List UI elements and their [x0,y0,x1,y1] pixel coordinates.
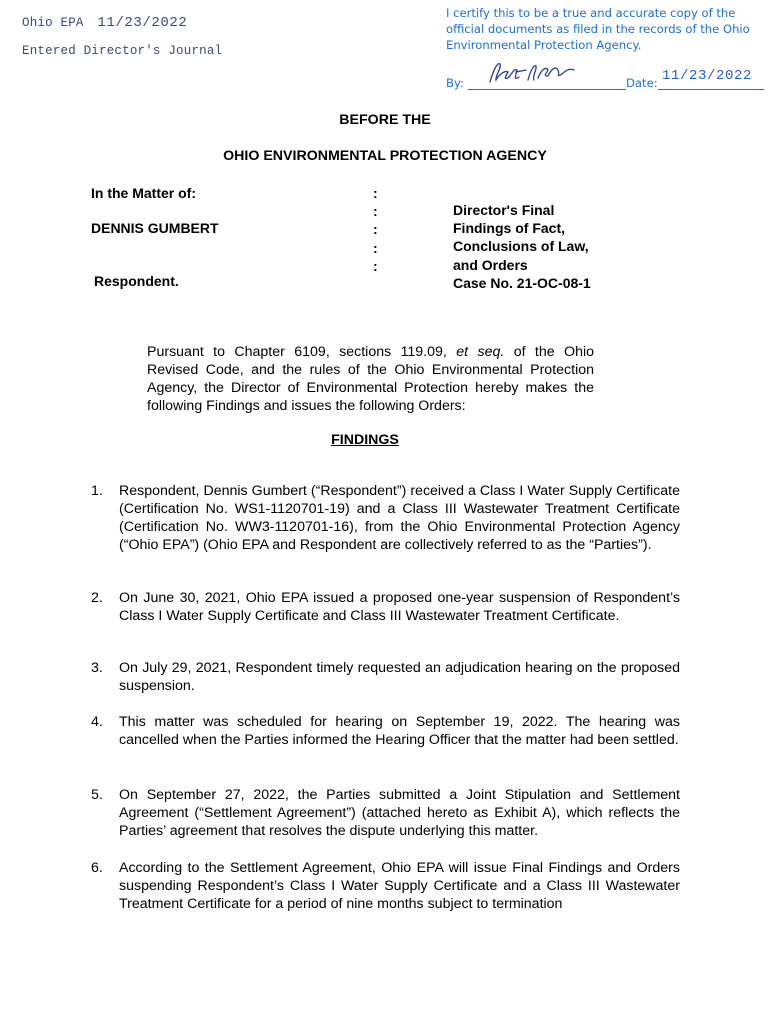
intro-paragraph [147,343,594,415]
certification-line: Environmental Protection Agency. [446,38,642,52]
finding-number: 1. [91,483,103,499]
date-label: Date: [626,76,658,90]
certification-line: I certify this to be a true and accurate copy of the [446,6,736,20]
colon: : [373,257,378,274]
stamp-journal-entry: Entered Director's Journal [22,44,223,58]
intro-italic: et seq. [456,344,505,360]
certification-line: official documents as filed in the records of the Ohio [446,22,750,36]
finding-number: 5. [91,787,103,803]
colon: : [373,203,378,220]
colon: : [373,239,378,256]
finding-number: 3. [91,660,103,676]
finding-item [91,589,680,625]
certified-date: 11/23/2022 [662,68,753,84]
finding-number: 4. [91,714,103,730]
finding-text: Respondent, Dennis Gumbert (“Respondent”) received a Class I Water Supply Certificate (Certification No. WS1-1120701-19) and a Class III Wastewater Treatment Certificate (Certification No. WW3-1120701-16), from the Ohio Environmental Protection Agency (“Ohio EPA”) (Ohio EPA and Respondent are collectively referred to as the “Parties”). [119,483,680,553]
findings-heading: FINDINGS [331,432,399,448]
heading-agency: OHIO ENVIRONMENTAL PROTECTION AGENCY [223,148,547,164]
colon: : [373,185,378,201]
intro-text: Pursuant to Chapter 6109, sections 119.09, [147,344,457,360]
finding-item [91,713,680,749]
signature-line [468,89,626,90]
finding-item [91,659,680,695]
caption-respondent: Respondent. [94,273,179,289]
caption-matter: In the Matter of: [91,185,196,201]
finding-text: This matter was scheduled for hearing on September 19, 2022. The hearing was cancelled when the Parties informed the Hearing Officer that the matter had been settled. [119,714,680,748]
finding-number: 6. [91,860,103,876]
finding-number: 2. [91,590,103,606]
document-title-line: and Orders [453,256,528,273]
document-title-line: Conclusions of Law, [453,238,589,255]
intro-text-rest: of the Ohio Revised Code, and the rules of the Ohio Environmental Protection Agency, the Director of Environmental Protection hereby makes the following Findings and issues the following Orders: [147,344,595,414]
finding-text: On June 30, 2021, Ohio EPA issued a proposed one-year suspension of Respondent’s Class I Water Supply Certificate and Class III Wastewater Treatment Certificate. [119,590,680,624]
document-title [453,201,591,292]
handwritten-signature [486,58,578,88]
finding-text: On July 29, 2021, Respondent timely requested an adjudication hearing on the proposed suspension. [119,660,680,694]
finding-item [91,482,680,554]
date-line [658,89,764,90]
heading-before: BEFORE THE [339,112,431,128]
caption-name: DENNIS GUMBERT [91,220,219,236]
colon: : [373,221,378,238]
by-label: By: [446,76,464,90]
filing-stamp [22,15,187,31]
document-title-line: Director's Final [453,202,555,218]
certification-statement [446,5,768,53]
stamp-agency: Ohio EPA [22,16,84,30]
document-title-line: Findings of Fact, [453,220,565,237]
stamp-date: 11/23/2022 [97,15,188,31]
finding-item [91,859,680,913]
finding-text: On September 27, 2022, the Parties submitted a Joint Stipulation and Settlement Agreement (“Settlement Agreement”) (attached hereto as Exhibit A), which reflects the Parties’ agreement that resolves the dispute underlying this matter. [119,787,680,839]
finding-item [91,786,680,840]
case-number: Case No. 21-OC-08-1 [453,274,591,291]
finding-text: According to the Settlement Agreement, Ohio EPA will issue Final Findings and Orders suspending Respondent’s Class I Water Supply Certificate and a Class III Wastewater Treatment Certificate for a period of nine months subject to termination [119,860,680,912]
caption-colons [373,184,378,275]
